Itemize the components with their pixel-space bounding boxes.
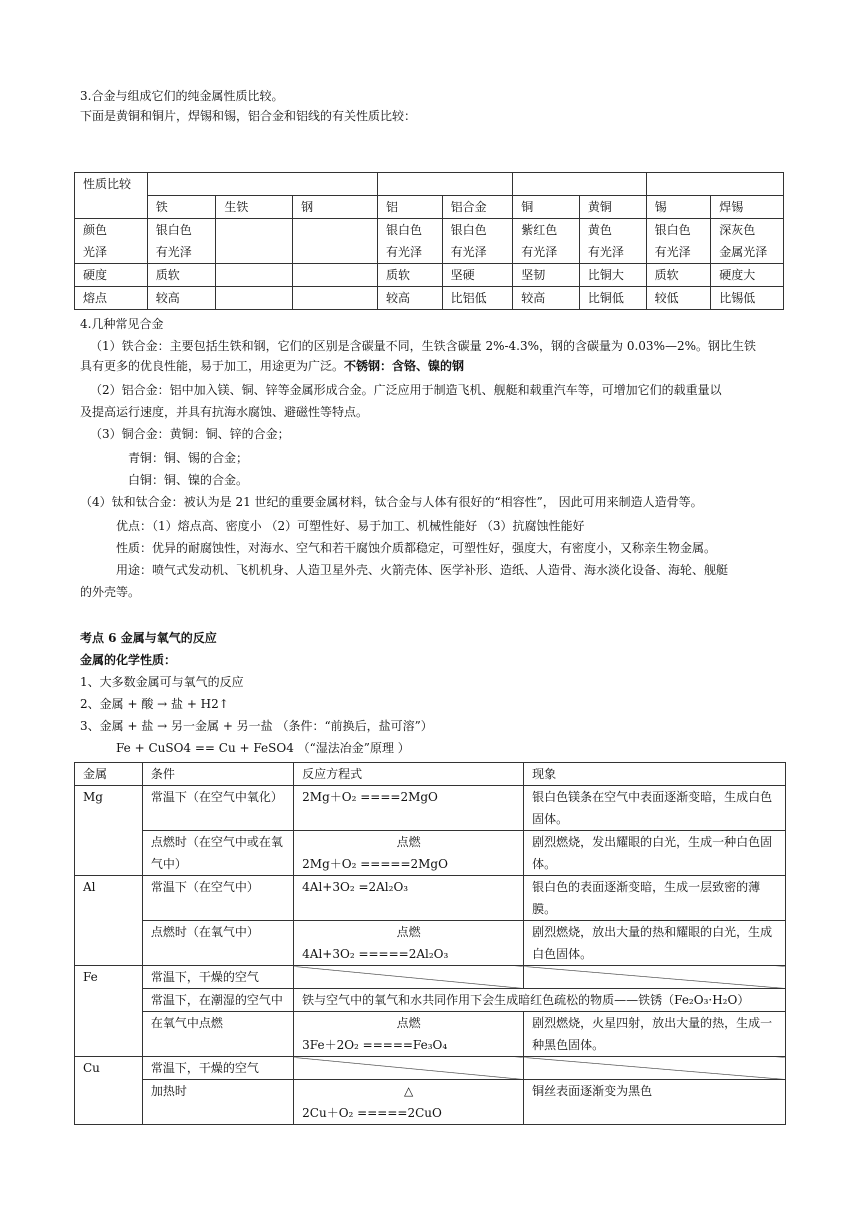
table-row xyxy=(75,287,784,310)
header-cell: 铝 xyxy=(377,196,442,219)
equation-text: 2Mg＋O₂ =====2MgO xyxy=(302,857,448,871)
table-cell: 比铝低 xyxy=(442,287,513,310)
table-cell: 比锡低 xyxy=(711,287,784,310)
phenomenon-cell: 银白色的表面逐渐变暗，生成一层致密的薄膜。 xyxy=(524,876,786,921)
header-cell: 金属 xyxy=(75,763,143,786)
equation-text: 2Cu＋O₂ =====2CuO xyxy=(302,1106,442,1120)
heat-triangle-icon: △ xyxy=(404,1084,414,1098)
table-cell: 质软 xyxy=(377,264,442,287)
titanium-uses-1: 用途：喷气式发动机、飞机机身、人造卫星外壳、火箭壳体、医学补形、造纸、人造骨、海水淡化设备、海轮、舰艇 xyxy=(116,563,729,577)
table-cell xyxy=(293,287,378,310)
section3-title: 3.合金与组成它们的纯金属性质比较。 xyxy=(80,89,284,103)
condition-cell: 加热时 xyxy=(142,1080,293,1125)
table-cell: 硬度大 xyxy=(711,264,784,287)
table-row xyxy=(75,786,786,831)
equation-cell xyxy=(294,921,524,966)
section4-title: 4.几种常见合金 xyxy=(80,317,164,331)
table-row xyxy=(75,831,786,876)
reaction-condition: 点燃 xyxy=(396,1016,421,1030)
table-cell: 银白色 有光泽 xyxy=(147,219,216,264)
condition-cell: 在氧气中点燃 xyxy=(142,1012,293,1057)
table-cell: 较低 xyxy=(646,287,711,310)
row-label: 硬度 xyxy=(75,264,148,287)
table-cell: 较高 xyxy=(147,287,216,310)
reaction-condition: 点燃 xyxy=(396,835,421,849)
stainless-steel-note: 不锈钢：含铬、镍的钢 xyxy=(344,359,465,373)
table-row xyxy=(75,219,784,264)
condition-cell: 点燃时（在氧气中） xyxy=(142,921,293,966)
header-cell: 铝合金 xyxy=(442,196,513,219)
property-comparison-table xyxy=(74,172,784,310)
table-cell: 深灰色 金属光泽 xyxy=(711,219,784,264)
titanium-uses-2: 的外壳等。 xyxy=(80,585,141,599)
table-cell: 坚硬 xyxy=(442,264,513,287)
metal-cell: Mg xyxy=(75,786,143,876)
copper-alloy-white: 白铜：铜、镍的合金。 xyxy=(128,473,249,487)
header-cell: 生铁 xyxy=(216,196,293,219)
header-cell: 铁 xyxy=(147,196,216,219)
condition-cell: 点燃时（在空气中或在氧气中） xyxy=(142,831,293,876)
no-reaction-cell xyxy=(294,966,524,989)
group-tin xyxy=(646,173,783,196)
equation-cell: 4Al+3O₂ =2Al₂O₃ xyxy=(294,876,524,921)
table-cell: 银白色 有光泽 xyxy=(442,219,513,264)
table-cell xyxy=(216,264,293,287)
header-cell: 条件 xyxy=(142,763,293,786)
table-row xyxy=(75,264,784,287)
table-header-row xyxy=(75,763,786,786)
metal-cell: Cu xyxy=(75,1057,143,1125)
displacement-equation: Fe + CuSO4 == Cu + FeSO4 （“湿法冶金”原理 ） xyxy=(116,741,410,755)
phenomenon-cell: 剧烈燃烧，发出耀眼的白光，生成一种白色固体。 xyxy=(524,831,786,876)
copper-alloy-bronze: 青铜：铜、锡的合金； xyxy=(128,451,249,465)
titanium-properties: 性质：优异的耐腐蚀性，对海水、空气和若干腐蚀介质都稳定，可塑性好，强度大，有密度小，又称亲生物金属。 xyxy=(116,541,717,555)
table-cell xyxy=(293,219,378,264)
iron-alloy-para-1: （1）铁合金：主要包括生铁和钢，它们的区别是含碳量不同，生铁含碳量 2%-4.3%，钢的含碳量为 0.03%—2%。钢比生铁 xyxy=(90,339,757,353)
table-cell: 较高 xyxy=(513,287,580,310)
iron-alloy-para-2 xyxy=(80,356,464,376)
table-row xyxy=(75,876,786,921)
phenomenon-cell: 剧烈燃烧，放出大量的热和耀眼的白光，生成白色固体。 xyxy=(524,921,786,966)
equation-cell xyxy=(294,1080,524,1125)
group-aluminum xyxy=(377,173,512,196)
table-cell xyxy=(216,219,293,264)
table-cell: 银白色 有光泽 xyxy=(377,219,442,264)
aluminum-alloy-para-2: 及提高运行速度，并具有抗海水腐蚀、避磁性等特点。 xyxy=(80,405,369,419)
table-cell: 银白色 有光泽 xyxy=(646,219,711,264)
table-cell: 紫红色 有光泽 xyxy=(513,219,580,264)
header-cell: 锡 xyxy=(646,196,711,219)
no-reaction-cell xyxy=(524,1057,786,1080)
table-corner: 性质比较 xyxy=(75,173,148,219)
metal-cell: Al xyxy=(75,876,143,966)
titanium-advantages: 优点：（1）熔点高、密度小 （2）可塑性好、易于加工、机械性能好 （3）抗腐蚀性能好 xyxy=(116,519,585,533)
table-row xyxy=(75,921,786,966)
table-cell: 比铜低 xyxy=(579,287,646,310)
table-row xyxy=(75,1080,786,1125)
table-cell: 黄色 有光泽 xyxy=(579,219,646,264)
metal-oxygen-reaction-table xyxy=(74,762,786,1125)
table-cell: 坚韧 xyxy=(513,264,580,287)
rust-note-cell: 铁与空气中的氧气和水共同作用下会生成暗红色疏松的物质——铁锈（Fe₂O₃·H₂O） xyxy=(294,989,786,1012)
table-cell: 质软 xyxy=(147,264,216,287)
equation-cell xyxy=(294,831,524,876)
condition-cell: 常温下，在潮湿的空气中 xyxy=(142,989,293,1012)
no-reaction-cell xyxy=(294,1057,524,1080)
header-cell: 现象 xyxy=(524,763,786,786)
aluminum-alloy-para-1: （2）铝合金：铝中加入镁、铜、锌等金属形成合金。广泛应用于制造飞机、舰艇和载重汽车等，可增加它们的载重量以 xyxy=(90,383,722,397)
chem-property-3: 3、金属 + 盐 → 另一金属 + 另一盐 （条件：“前换后，盐可溶”） xyxy=(80,719,433,733)
phenomenon-cell: 银白色镁条在空气中表面逐渐变暗，生成白色固体。 xyxy=(524,786,786,831)
row-label: 颜色 光泽 xyxy=(75,219,148,264)
table-row xyxy=(75,966,786,989)
table-cell: 比铜大 xyxy=(579,264,646,287)
equation-text: 3Fe＋2O₂ =====Fe₃O₄ xyxy=(302,1038,448,1052)
section6-subtitle: 金属的化学性质： xyxy=(80,653,177,667)
section3-intro: 下面是黄铜和铜片，焊锡和锡，铝合金和铝线的有关性质比较： xyxy=(80,109,417,123)
table-cell xyxy=(293,264,378,287)
header-cell: 焊锡 xyxy=(711,196,784,219)
row-label: 熔点 xyxy=(75,287,148,310)
chem-property-1: 1、大多数金属可与氧气的反应 xyxy=(80,675,244,689)
table-cell xyxy=(216,287,293,310)
header-cell: 铜 xyxy=(513,196,580,219)
phenomenon-cell: 剧烈燃烧，火星四射，放出大量的热，生成一种黑色固体。 xyxy=(524,1012,786,1057)
table-cell: 质软 xyxy=(646,264,711,287)
condition-cell: 常温下（在空气中） xyxy=(142,876,293,921)
condition-cell: 常温下（在空气中氧化） xyxy=(142,786,293,831)
phenomenon-cell: 铜丝表面逐渐变为黑色 xyxy=(524,1080,786,1125)
condition-cell: 常温下，干燥的空气 xyxy=(142,966,293,989)
reaction-condition: 点燃 xyxy=(396,925,421,939)
table-cell: 较高 xyxy=(377,287,442,310)
iron-alloy-text: 具有更多的优良性能，易于加工，用途更为广泛。 xyxy=(80,359,345,373)
equation-cell xyxy=(294,1012,524,1057)
header-cell: 反应方程式 xyxy=(294,763,524,786)
table-row xyxy=(75,1012,786,1057)
header-cell: 黄铜 xyxy=(579,196,646,219)
titanium-para: （4）钛和钛合金：被认为是 21 世纪的重要金属材料，钛合金与人体有很好的“相容性”， 因此可用来制造人造骨等。 xyxy=(80,495,703,509)
section6-title: 考点 6 金属与氧气的反应 xyxy=(80,631,217,645)
equation-cell: 2Mg＋O₂ ====2MgO xyxy=(294,786,524,831)
table-row xyxy=(75,1057,786,1080)
table-row xyxy=(75,989,786,1012)
copper-alloy-brass: （3）铜合金：黄铜：铜、锌的合金； xyxy=(90,427,290,441)
group-copper xyxy=(513,173,646,196)
equation-text: 4Al+3O₂ =====2Al₂O₃ xyxy=(302,947,449,961)
no-reaction-cell xyxy=(524,966,786,989)
header-cell: 钢 xyxy=(293,196,378,219)
condition-cell: 常温下，干燥的空气 xyxy=(142,1057,293,1080)
metal-cell: Fe xyxy=(75,966,143,1057)
group-iron xyxy=(147,173,377,196)
chem-property-2: 2、金属 + 酸 → 盐 + H2↑ xyxy=(80,697,229,711)
